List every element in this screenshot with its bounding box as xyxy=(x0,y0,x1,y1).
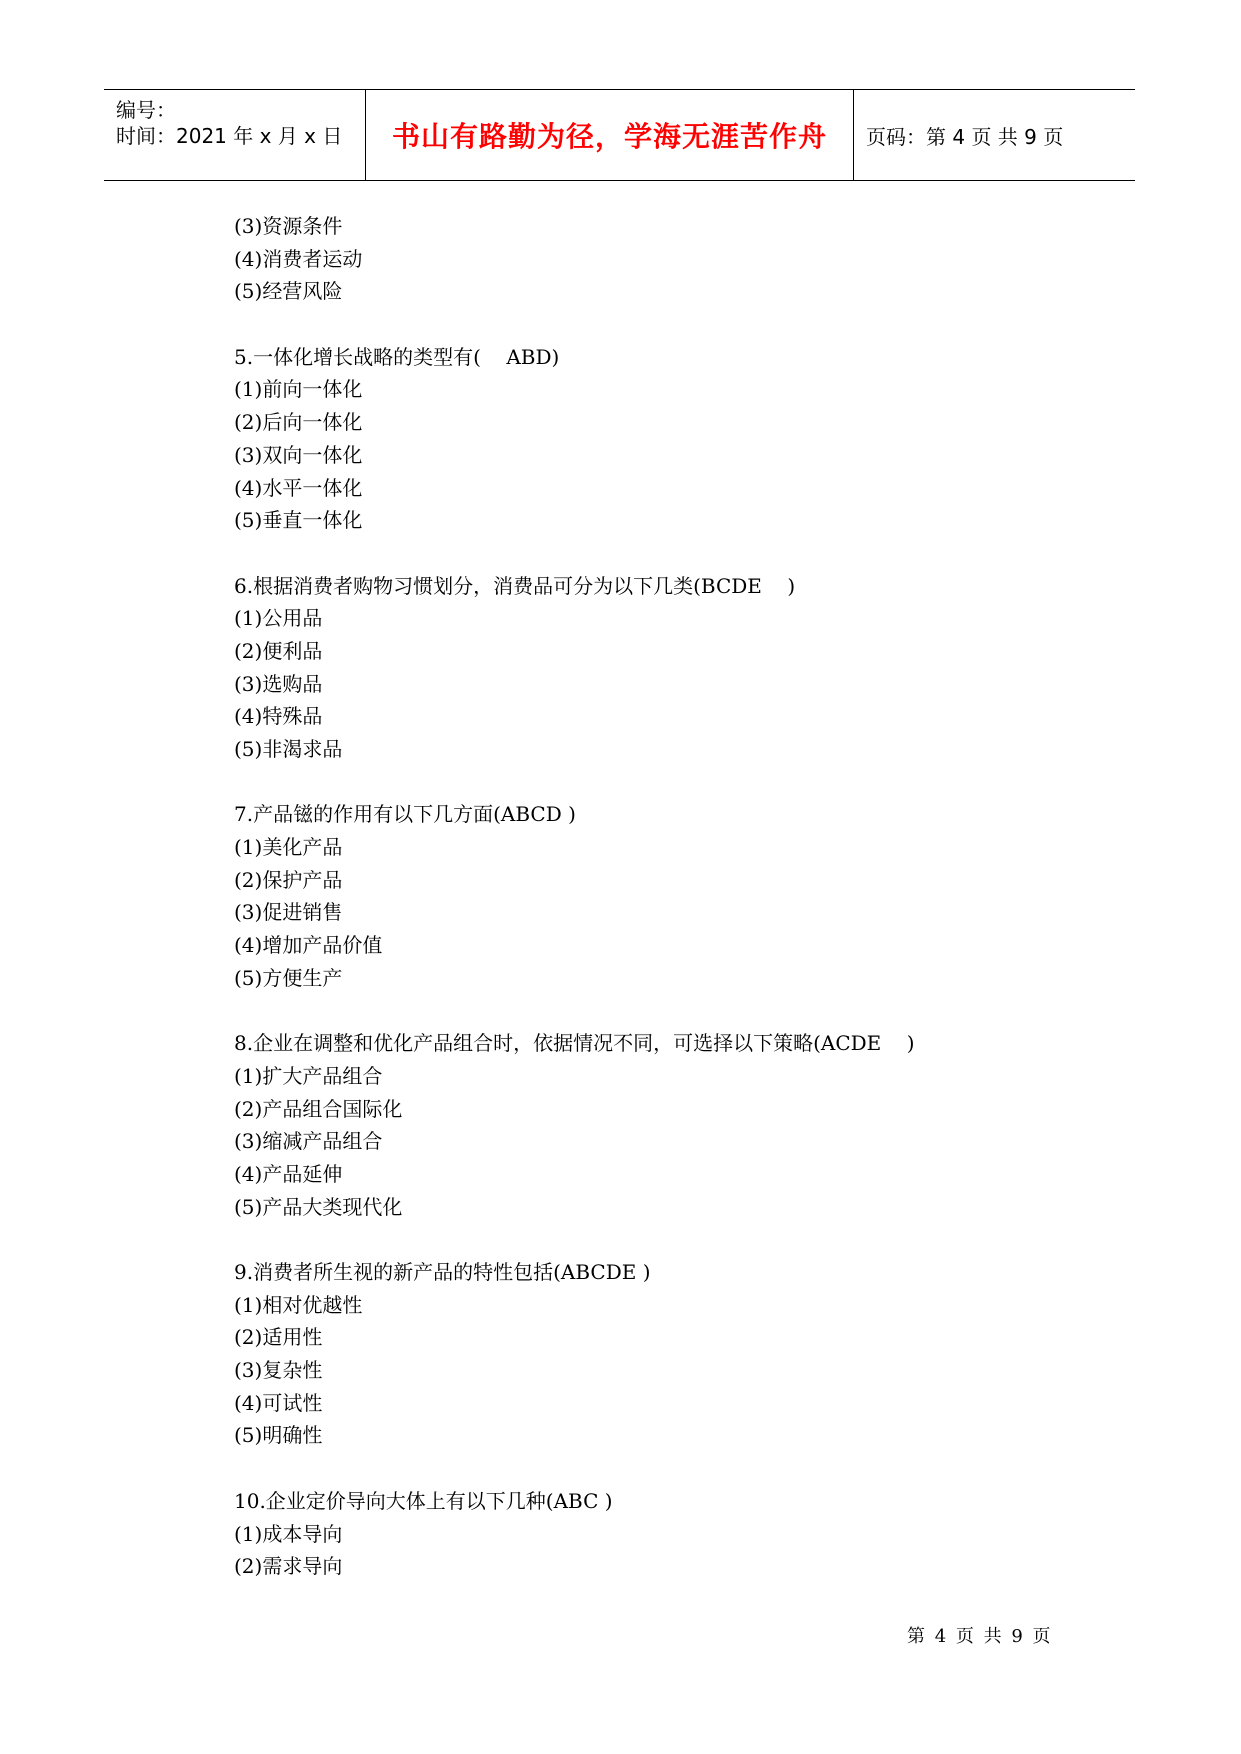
option-text: (3)双向一体化 xyxy=(234,442,363,467)
option-text: (2)保护产品 xyxy=(234,867,343,892)
question-block xyxy=(234,341,1054,537)
option-text: (5)垂直一体化 xyxy=(234,508,363,533)
option-text: (4)可试性 xyxy=(234,1390,323,1415)
option-text: (1)美化产品 xyxy=(234,835,343,860)
option-text: (4)消费者运动 xyxy=(234,246,363,271)
option-text: (2)产品组合国际化 xyxy=(234,1096,403,1121)
option-text: (1)相对优越性 xyxy=(234,1292,363,1317)
option-text: (5)非渴求品 xyxy=(234,737,343,761)
option-text: (2)需求导向 xyxy=(234,1554,343,1579)
option-text: (2)适用性 xyxy=(234,1325,323,1350)
question-block xyxy=(234,1027,1054,1223)
question-block xyxy=(234,1485,1054,1583)
header-info-cell xyxy=(104,90,366,180)
option-text: (5)经营风险 xyxy=(234,279,343,304)
option-text: (2)后向一体化 xyxy=(234,410,363,435)
question-title: 5.一体化增长战略的类型有( ABD) xyxy=(234,344,560,369)
question-title: 8.企业在调整和优化产品组合时，依据情况不同，可选择以下策略(ACDE ) xyxy=(234,1031,915,1056)
option-text: (5)产品大类现代化 xyxy=(234,1194,403,1219)
option-text: (5)方便生产 xyxy=(234,965,343,990)
option-text: (3)复杂性 xyxy=(234,1358,323,1383)
option-text: (3)促进销售 xyxy=(234,900,343,925)
question-block xyxy=(234,798,1054,994)
option-text: (4)产品延伸 xyxy=(234,1161,343,1186)
question-title: 9.消费者所生视的新产品的特性包括(ABCDE ) xyxy=(234,1260,651,1284)
option-text: (3)资源条件 xyxy=(234,214,343,238)
page-footer: 第 4 页 共 9 页 xyxy=(907,1626,1053,1647)
option-text: (3)缩减产品组合 xyxy=(234,1129,383,1154)
option-text: (4)增加产品价值 xyxy=(234,933,383,958)
header-page-info: 页码：第 4 页 共 9 页 xyxy=(866,124,1064,149)
time-label: 时间：2021 年 x 月 x 日 xyxy=(116,124,343,148)
question-title: 6.根据消费者购物习惯划分，消费品可分为以下几类(BCDE ) xyxy=(234,573,796,598)
document-header xyxy=(104,89,1135,181)
question-block xyxy=(234,570,1054,766)
option-text: (3)选购品 xyxy=(234,671,323,696)
question-title: 7.产品镃的作用有以下几方面(ABCD ) xyxy=(234,802,576,827)
option-text: (1)前向一体化 xyxy=(234,377,363,402)
question-block xyxy=(234,210,1054,308)
question-block xyxy=(234,1256,1054,1452)
option-text: (1)成本导向 xyxy=(234,1521,343,1546)
option-text: (2)便利品 xyxy=(234,638,323,663)
option-text: (1)公用品 xyxy=(234,606,323,631)
option-text: (5)明确性 xyxy=(234,1423,323,1448)
number-label: 编号： xyxy=(116,98,176,122)
document-body xyxy=(234,210,1054,1616)
option-text: (4)特殊品 xyxy=(234,704,323,729)
header-motto: 书山有路勤为径，学海无涯苦作舟 xyxy=(366,90,854,180)
question-title: 10.企业定价导向大体上有以下几种(ABC ) xyxy=(234,1488,613,1513)
option-text: (1)扩大产品组合 xyxy=(234,1063,383,1088)
option-text: (4)水平一体化 xyxy=(234,475,363,500)
